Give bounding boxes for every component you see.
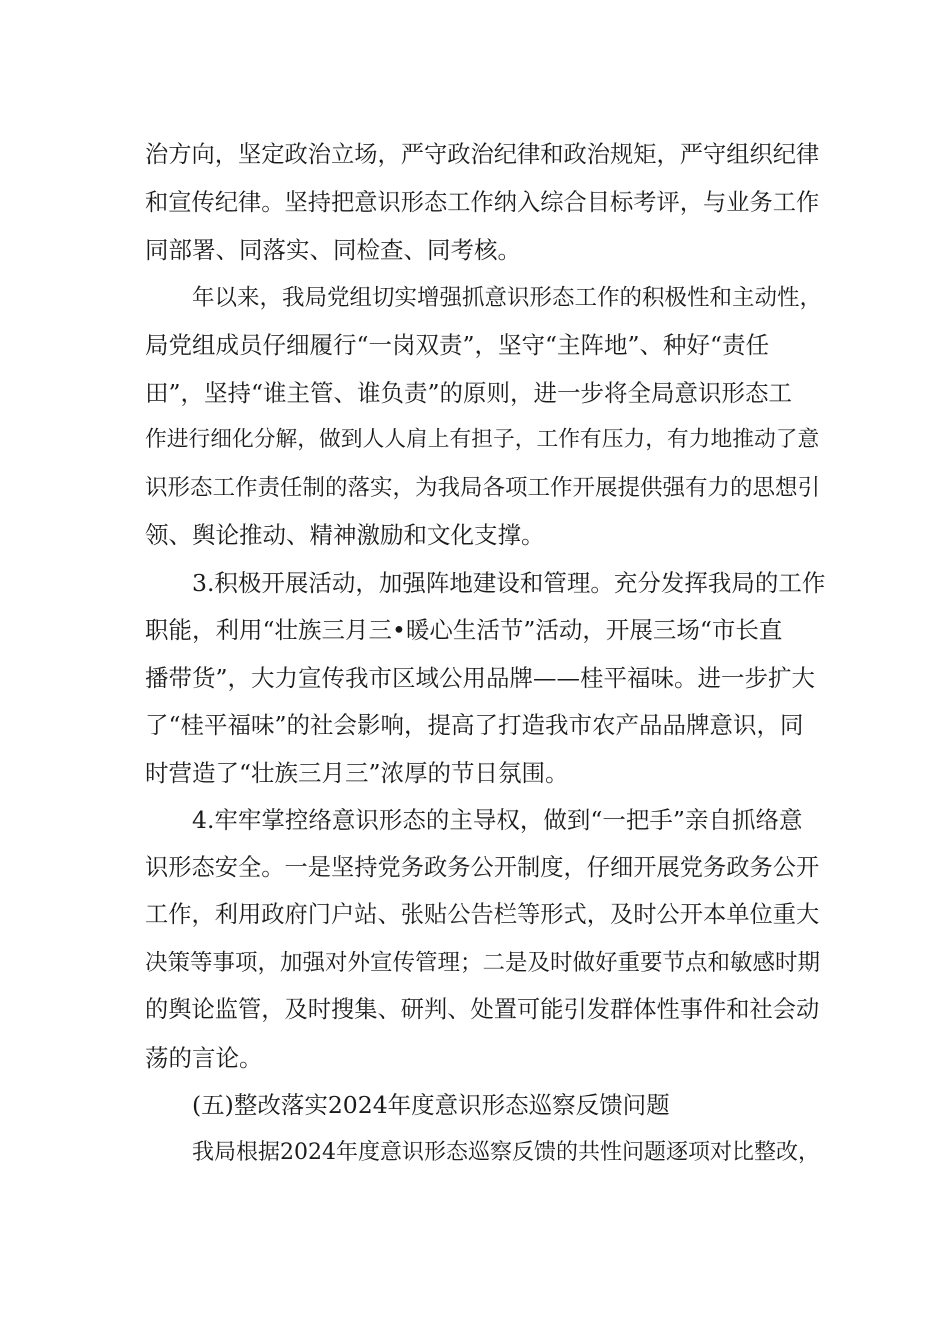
paragraph-first-line: 4.牢牢掌控络意识形态的主导权，做到“一把手”亲自抓络意 xyxy=(192,806,803,834)
text-line: 时营造了“壮族三月三”浓厚的节日氛围。 xyxy=(145,759,569,787)
text-line: 治方向，坚定政治立场，严守政治纪律和政治规矩，严守组织纪律 xyxy=(145,141,820,168)
text-line: 同部署、同落实、同检查、同考核。 xyxy=(145,236,521,264)
text-line: 决策等事项，加强对外宣传管理；二是及时做好重要节点和敏感时期 xyxy=(145,950,821,976)
text-line: 作进行细化分解，做到人人肩上有担子，工作有压力，有力地推动了意 xyxy=(145,427,820,452)
paragraph-first-line: 我局根据2024年度意识形态巡察反馈的共性问题逐项对比整改， xyxy=(192,1140,820,1165)
paragraph-first-line: 年以来，我局党组切实增强抓意识形态工作的积极性和主动性， xyxy=(192,285,823,311)
text-line: 荡的言论。 xyxy=(145,1044,263,1072)
text-line: 了“桂平福味”的社会影响，提高了打造我市农产品品牌意识，同 xyxy=(145,711,804,739)
text-line: 的舆论监管，及时搜集、研判、处置可能引发群体性事件和社会动 xyxy=(145,996,820,1023)
text-line: 工作，利用政府门户站、张贴公告栏等形式，及时公开本单位重大 xyxy=(145,901,820,928)
section-heading: (五)整改落实2024年度意识形态巡察反馈问题 xyxy=(192,1091,670,1119)
text-line: 识形态安全。一是坚持党务政务公开制度，仔细开展党务政务公开 xyxy=(145,854,820,881)
paragraph-first-line: 3.积极开展活动，加强阵地建设和管理。充分发挥我局的工作 xyxy=(192,569,826,597)
text-line: 职能，利用“壮族三月三•暖心生活节”活动，开展三场“市长直 xyxy=(145,616,783,644)
text-line: 播带货”，大力宣传我市区域公用品牌——桂平福味。进一步扩大 xyxy=(145,664,816,692)
text-line: 领、舆论推动、精神激励和文化支撑。 xyxy=(145,521,545,549)
text-line: 和宣传纪律。坚持把意识形态工作纳入综合目标考评，与业务工作 xyxy=(145,189,820,216)
text-line: 识形态工作责任制的落实，为我局各项工作开展提供强有力的思想引 xyxy=(145,475,821,501)
text-line: 田”，坚持“谁主管、谁负责”的原则，进一步将全局意识形态工 xyxy=(145,379,793,407)
text-line: 局党组成员仔细履行“一岗双责”，坚守“主阵地”、种好“责任 xyxy=(145,331,770,359)
